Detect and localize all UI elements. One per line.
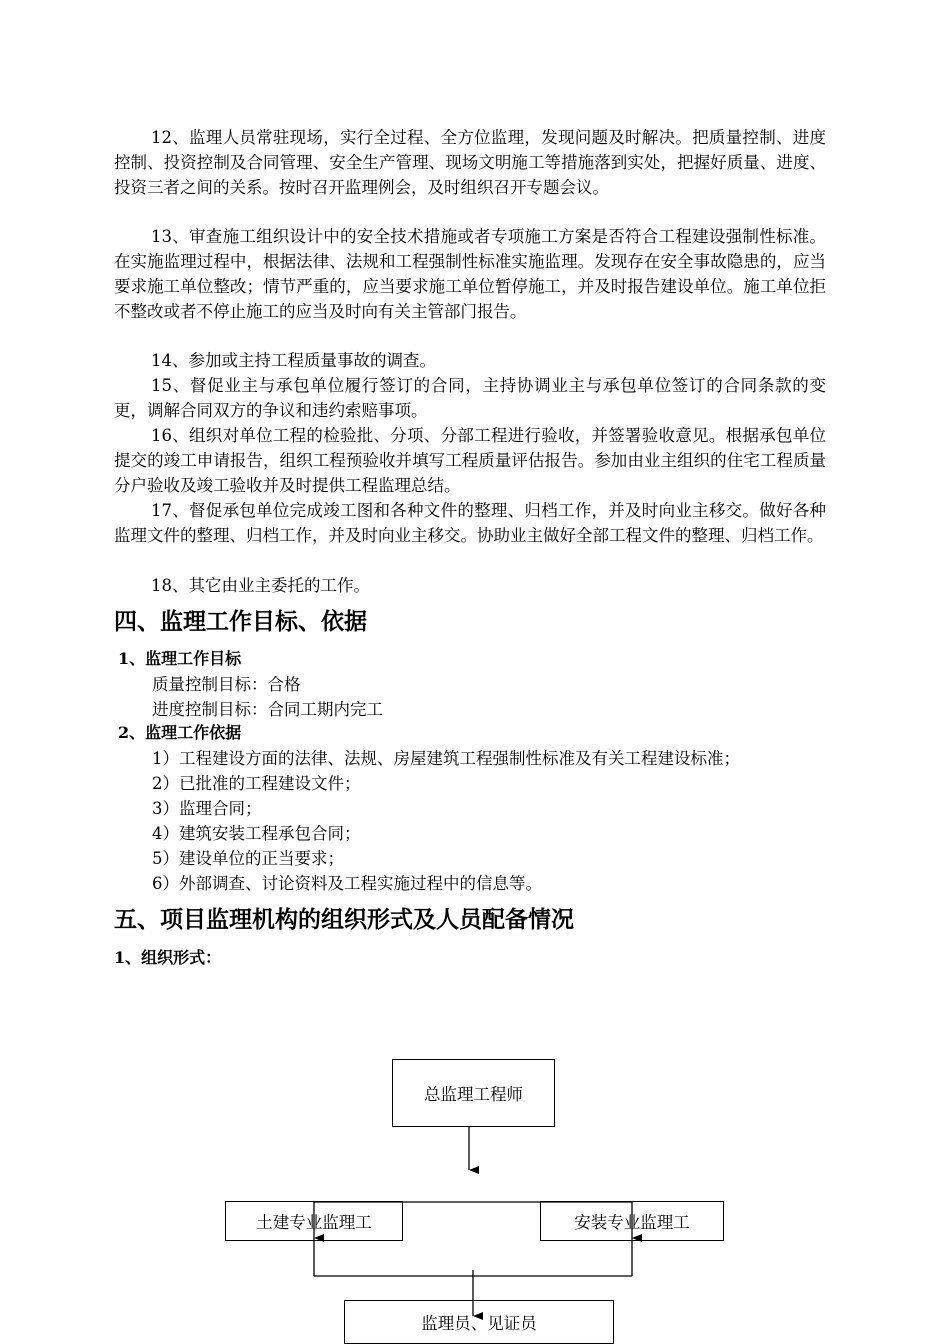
section-4-heading: 四、监理工作目标、依据 [114,609,367,635]
basis-item-1: 1）工程建设方面的法律、法规、房屋建筑工程强制性标准及有关工程建设标准； [152,749,740,768]
chief-engineer-label: 总监理工程师 [424,1085,523,1104]
civil-engineer-label: 土建专业监理工 [256,1213,372,1232]
section-5-heading: 五、项目监理机构的组织形式及人员配备情况 [114,907,574,933]
basis-item-3: 3）监理合同； [152,799,262,818]
basis-item-6: 6）外部调查、讨论资料及工程实施过程中的信息等。 [152,874,542,893]
schedule-goal-line: 进度控制目标：合同工期内完工 [152,700,383,719]
section-4-basis-subheading: 2、监理工作依据 [118,723,242,742]
paragraph-item-13: 13、审查施工组织设计中的安全技术措施或者专项施工方案是否符合工程建设强制性标准。在实施监理过程中，根据法律、法规和工程强制性标准实施监理。发现存在安全事故隐患的，应当要求施工单位整改；情节严重的，应当要求施工单位暂停施工，并及时报告建设单位。施工单位拒不整改或者不停止施工的应当及时向有关主管部门报告。 [114,227,826,321]
civil-engineer-box [225,1201,403,1241]
chief-engineer-box [392,1059,555,1127]
section-5-org-subheading: 1、组织形式： [114,948,222,967]
basis-item-4: 4）建筑安装工程承包合同； [152,824,361,843]
paragraph-item-16: 16、组织对单位工程的检验批、分项、分部工程进行验收，并签署验收意见。根据承包单位提交的竣工申请报告，组织工程预验收并填写工程质量评估报告。参加由业主组织的住宅工程质量分户验收及竣工验收并及时提供工程监理总结。 [114,426,826,495]
staff-box [344,1300,614,1344]
section-4-goals-subheading: 1、监理工作目标 [118,649,242,668]
install-engineer-label: 安装专业监理工 [574,1213,690,1232]
staff-label: 监理员、见证员 [421,1314,537,1333]
basis-item-5: 5）建设单位的正当要求； [152,849,344,868]
paragraph-item-14: 14、参加或主持工程质量事故的调查。 [151,351,436,370]
paragraph-item-17: 17、督促承包单位完成竣工图和各种文件的整理、归档工作，并及时向业主移交。做好各种监理文件的整理、归档工作，并及时向业主移交。协助业主做好全部工程文件的整理、归档工作。 [114,501,826,545]
quality-goal-line: 质量控制目标：合格 [152,675,301,694]
install-engineer-box [540,1201,724,1241]
basis-item-2: 2）已批准的工程建设文件； [152,774,361,793]
paragraph-item-12: 12、监理人员常驻现场，实行全过程、全方位监理，发现问题及时解决。把质量控制、进度控制、投资控制及合同管理、安全生产管理、现场文明施工等措施落到实处，把握好质量、进度、投资三者之间的关系。按时召开监理例会，及时组织召开专题会议。 [114,128,826,197]
paragraph-item-18: 18、其它由业主委托的工作。 [151,576,370,595]
paragraph-item-15: 15、督促业主与承包单位履行签订的合同，主持协调业主与承包单位签订的合同条款的变更，调解合同双方的争议和违约索赔事项。 [114,376,826,420]
